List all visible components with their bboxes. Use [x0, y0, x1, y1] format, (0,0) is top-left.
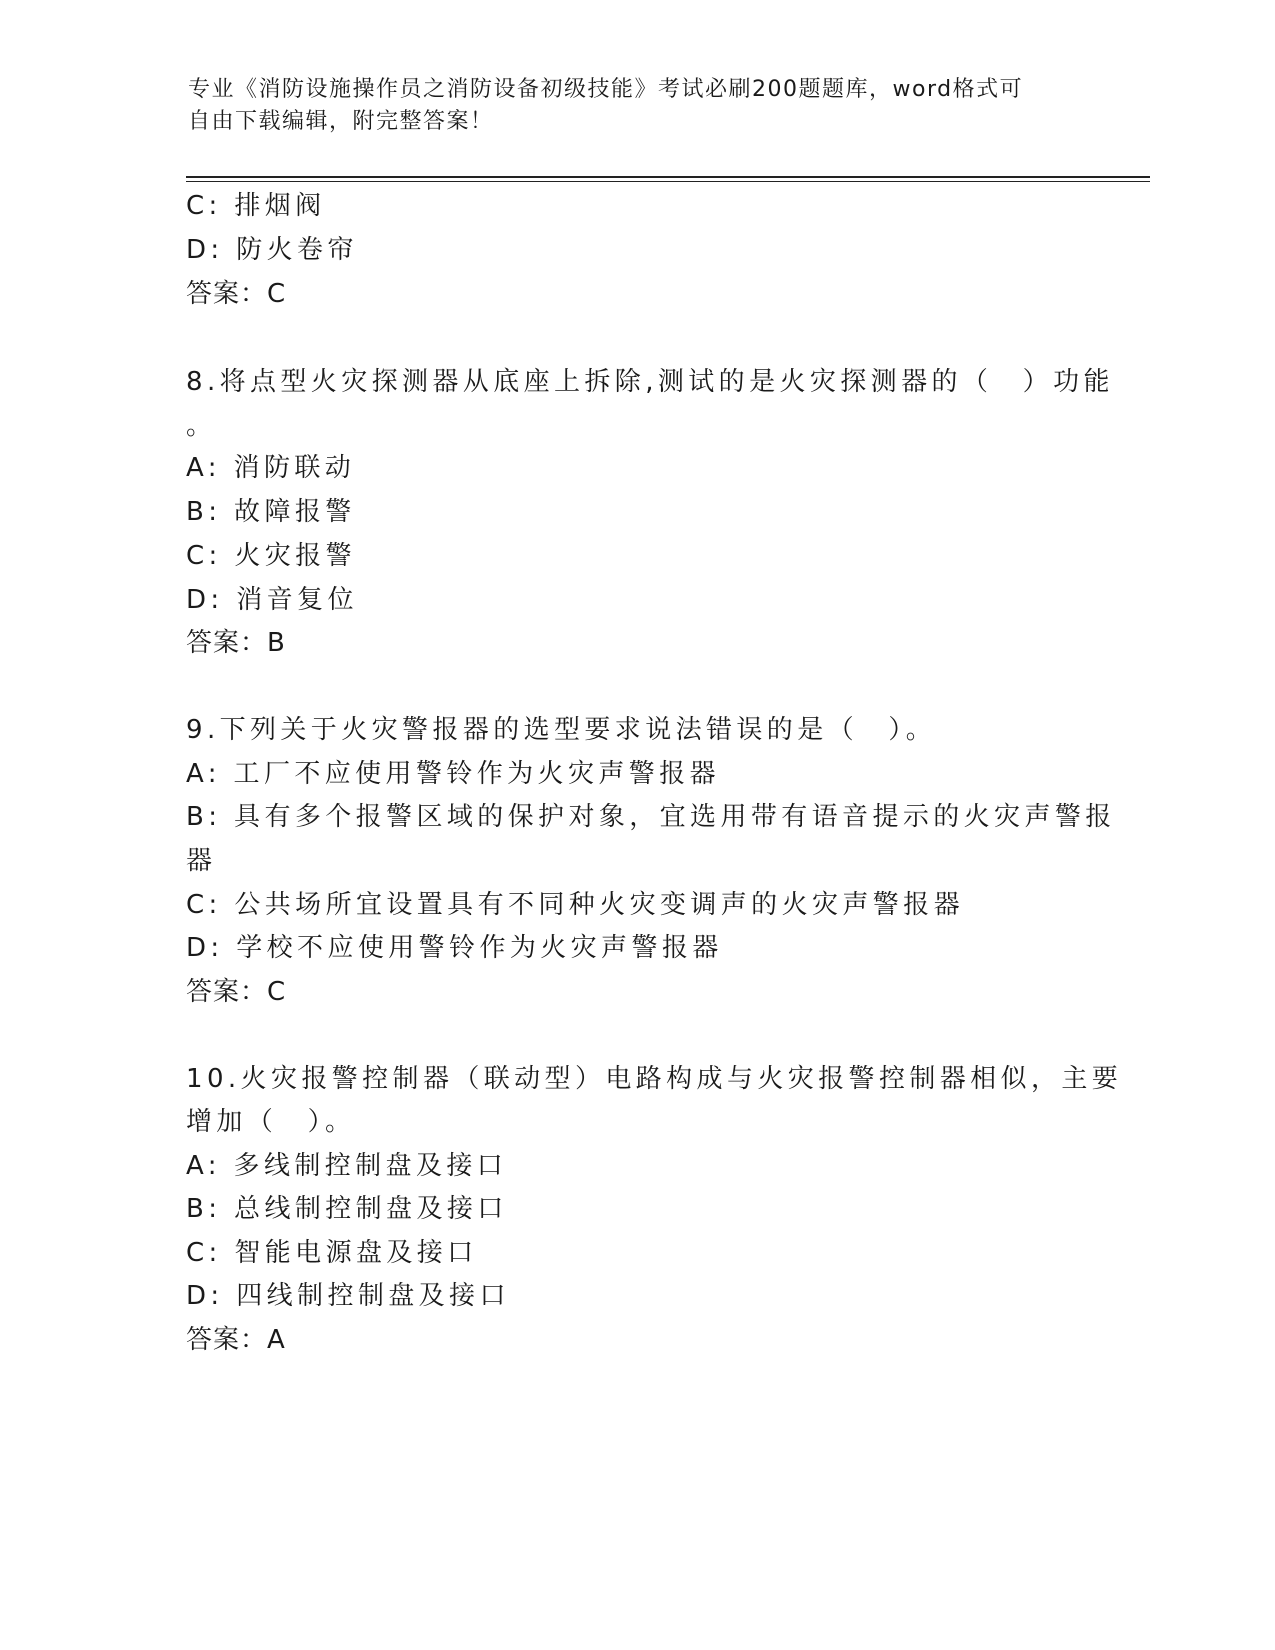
q8-option-d: D: 消音复位	[186, 585, 358, 615]
q9-option-c: C: 公共场所宜设置具有不同种火灾变调声的火灾声警报器	[186, 890, 964, 920]
q10-stem-line2: 增加（ ）。	[186, 1107, 356, 1137]
q9-answer: 答案：C	[186, 977, 287, 1007]
header-title-line2: 自由下载编辑，附完整答案！	[188, 109, 494, 134]
q9-option-b-line1: B: 具有多个报警区域的保护对象，宜选用带有语音提示的火灾声警报	[186, 802, 1116, 832]
q9-option-b-line2: 器	[186, 846, 217, 876]
q8-option-a: A: 消防联动	[186, 453, 356, 483]
q10-option-a: A: 多线制控制盘及接口	[186, 1151, 508, 1181]
q9-stem: 9.下列关于火灾警报器的选型要求说法错误的是（ ）。	[186, 715, 937, 745]
q10-stem-line1: 10.火灾报警控制器（联动型）电路构成与火灾报警控制器相似，主要	[186, 1064, 1123, 1094]
q10-option-c: C: 智能电源盘及接口	[186, 1238, 478, 1268]
q9-option-a: A: 工厂不应使用警铃作为火灾声警报器	[186, 759, 720, 789]
q7-answer: 答案：C	[186, 279, 287, 309]
q8-option-b: B: 故障报警	[186, 497, 356, 527]
q8-stem-line1: 8.将点型火灾探测器从底座上拆除,测试的是火灾探测器的（ ）功能	[186, 367, 1114, 397]
q10-option-b: B: 总线制控制盘及接口	[186, 1194, 508, 1224]
q8-stem-line2: 。	[186, 411, 217, 441]
q7-option-c: C: 排烟阀	[186, 191, 326, 221]
header-title-line1: 专业《消防设施操作员之消防设备初级技能》考试必刷200题题库，word格式可	[188, 77, 1024, 102]
q7-option-d: D: 防火卷帘	[186, 235, 358, 265]
q10-answer: 答案：A	[186, 1325, 286, 1355]
q8-option-c: C: 火灾报警	[186, 541, 356, 571]
document-header	[188, 74, 1068, 138]
q9-option-d: D: 学校不应使用警铃作为火灾声警报器	[186, 933, 723, 963]
header-divider-thin	[186, 181, 1150, 182]
q10-option-d: D: 四线制控制盘及接口	[186, 1281, 510, 1311]
q8-answer: 答案：B	[186, 628, 286, 658]
header-divider-thick	[186, 176, 1150, 178]
